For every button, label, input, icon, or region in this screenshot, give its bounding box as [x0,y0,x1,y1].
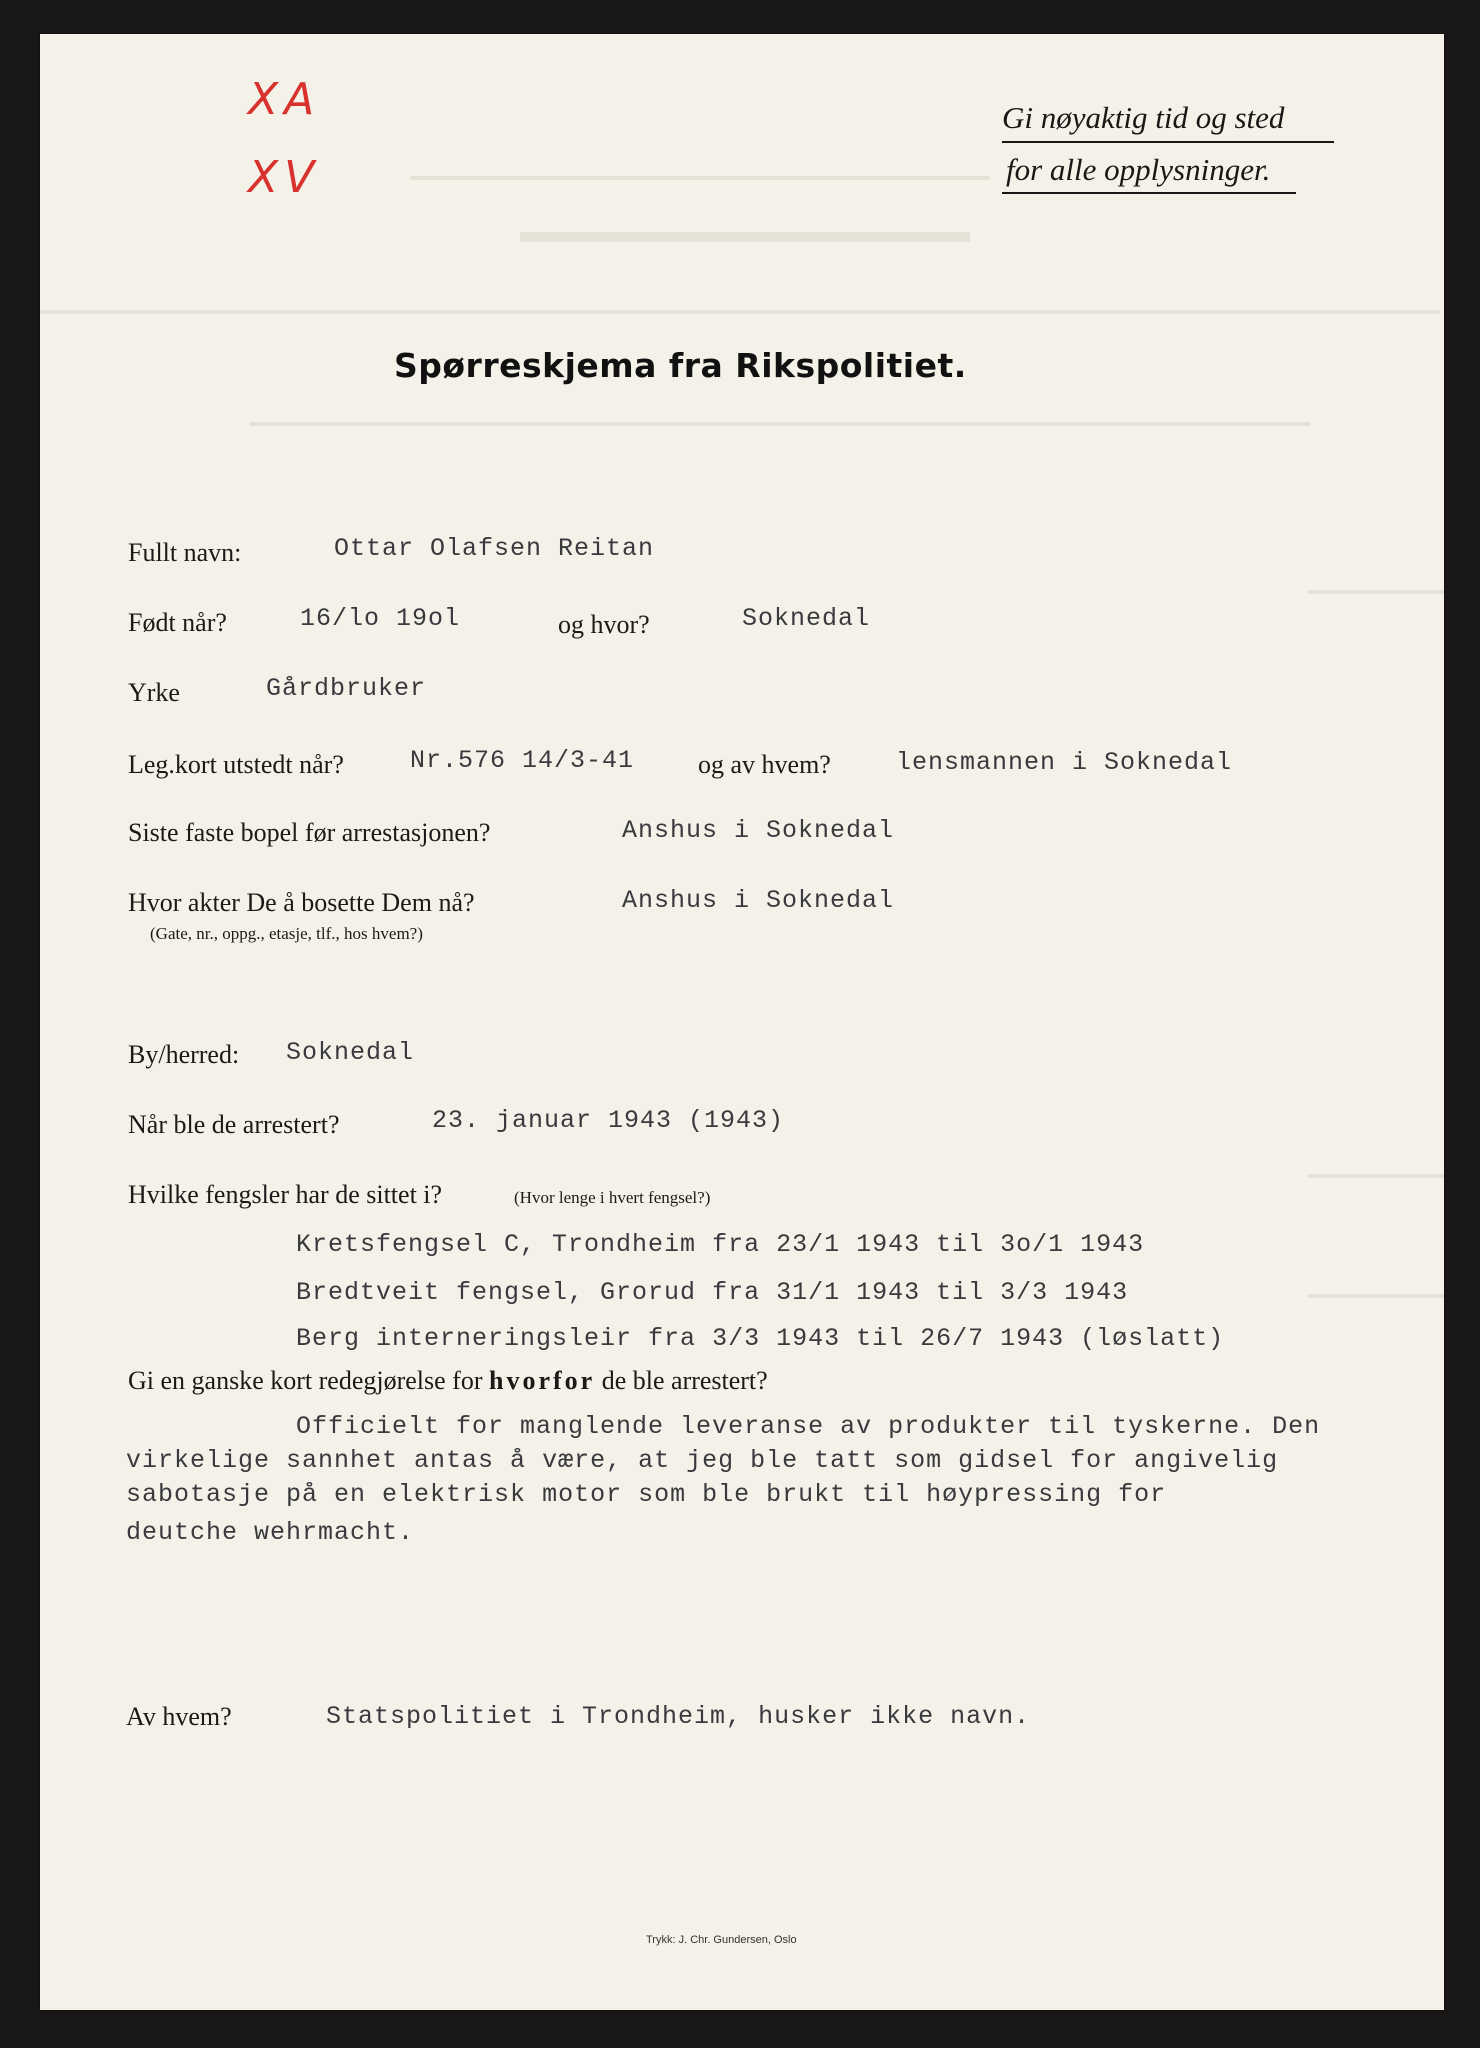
legkort-value: Nr.576 14/3-41 [410,746,635,775]
bleed-through [1308,1294,1444,1298]
instruction-underline-2 [1002,192,1296,194]
instruction-line-1: Gi nøyaktig tid og sted [1002,100,1285,135]
reason-label [128,1366,768,1396]
bleed-through [40,310,1440,314]
occupation-value: Gårdbruker [266,674,427,703]
reason-line: deutche wehrmacht. [126,1518,415,1547]
bleed-through [1308,590,1444,594]
form-sheet [40,34,1444,2010]
settle-label: Hvor akter De å bosette Dem nå? [128,888,475,917]
bleed-through [1308,1174,1444,1178]
reason-label-post: de ble arrestert? [601,1366,768,1395]
legkort-label: Leg.kort utstedt når? [128,750,344,779]
form-title: Spørreskjema fra Rikspolitiet. [394,346,967,385]
bleed-through [410,176,990,180]
where-label: og hvor? [558,610,650,639]
by-whom-label: Av hvem? [126,1702,232,1731]
prison-line: Kretsfengsel C, Trondheim fra 23/1 1943 til 3o/1 1943 [296,1230,1145,1259]
arrest-label: Når ble de arrestert? [128,1110,340,1139]
settle-hint: (Gate, nr., oppg., etasje, tlf., hos hvem?) [150,924,423,943]
prisons-hint: (Hvor lenge i hvert fengsel?) [514,1188,711,1207]
issuer-label: og av hvem? [698,750,831,779]
where-value: Soknedal [742,604,871,633]
occupation-label: Yrke [128,678,180,707]
handwritten-mark-xa: XA [248,74,321,125]
handwritten-mark-xv: XV [248,152,321,203]
reason-line: Officielt for manglende leveranse av produkter til tyskerne. Den [296,1412,1321,1441]
name-value: Ottar Olafsen Reitan [334,534,655,563]
prison-line: Bredtveit fengsel, Grorud fra 31/1 1943 til 3/3 1943 [296,1278,1129,1307]
district-label: By/herred: [128,1040,240,1069]
prison-line: Berg interneringsleir fra 3/3 1943 til 26/7 1943 (løslatt) [296,1324,1225,1353]
last-address-value: Anshus i Soknedal [622,816,895,845]
by-whom-value: Statspolitiet i Trondheim, husker ikke navn. [326,1702,1031,1731]
last-address-label: Siste faste bopel før arrestasjonen? [128,818,491,847]
arrest-value: 23. januar 1943 (1943) [432,1106,785,1135]
reason-line: virkelige sannhet antas å være, at jeg ble tatt som gidsel for angivelig [126,1446,1279,1475]
reason-label-pre: Gi en ganske kort redegjørelse for [128,1366,483,1395]
reason-label-emphasis: hvorfor [488,1366,596,1395]
reason-line: sabotasje på en elektrisk motor som ble brukt til høypressing for [126,1480,1167,1509]
name-label: Fullt navn: [128,538,242,567]
settle-value: Anshus i Soknedal [622,886,895,915]
district-value: Soknedal [286,1038,415,1067]
born-label: Født når? [128,608,227,637]
instruction-underline-1 [1002,141,1334,143]
born-value: 16/lo 19ol [300,604,461,633]
prisons-label: Hvilke fengsler har de sittet i? [128,1180,443,1209]
bleed-through [520,232,970,242]
bleed-through [250,422,1310,426]
instruction-line-2: for alle opplysninger. [1006,152,1271,187]
printer-footer: Trykk: J. Chr. Gundersen, Oslo [646,1934,797,1946]
issuer-value: lensmannen i Soknedal [896,748,1233,777]
